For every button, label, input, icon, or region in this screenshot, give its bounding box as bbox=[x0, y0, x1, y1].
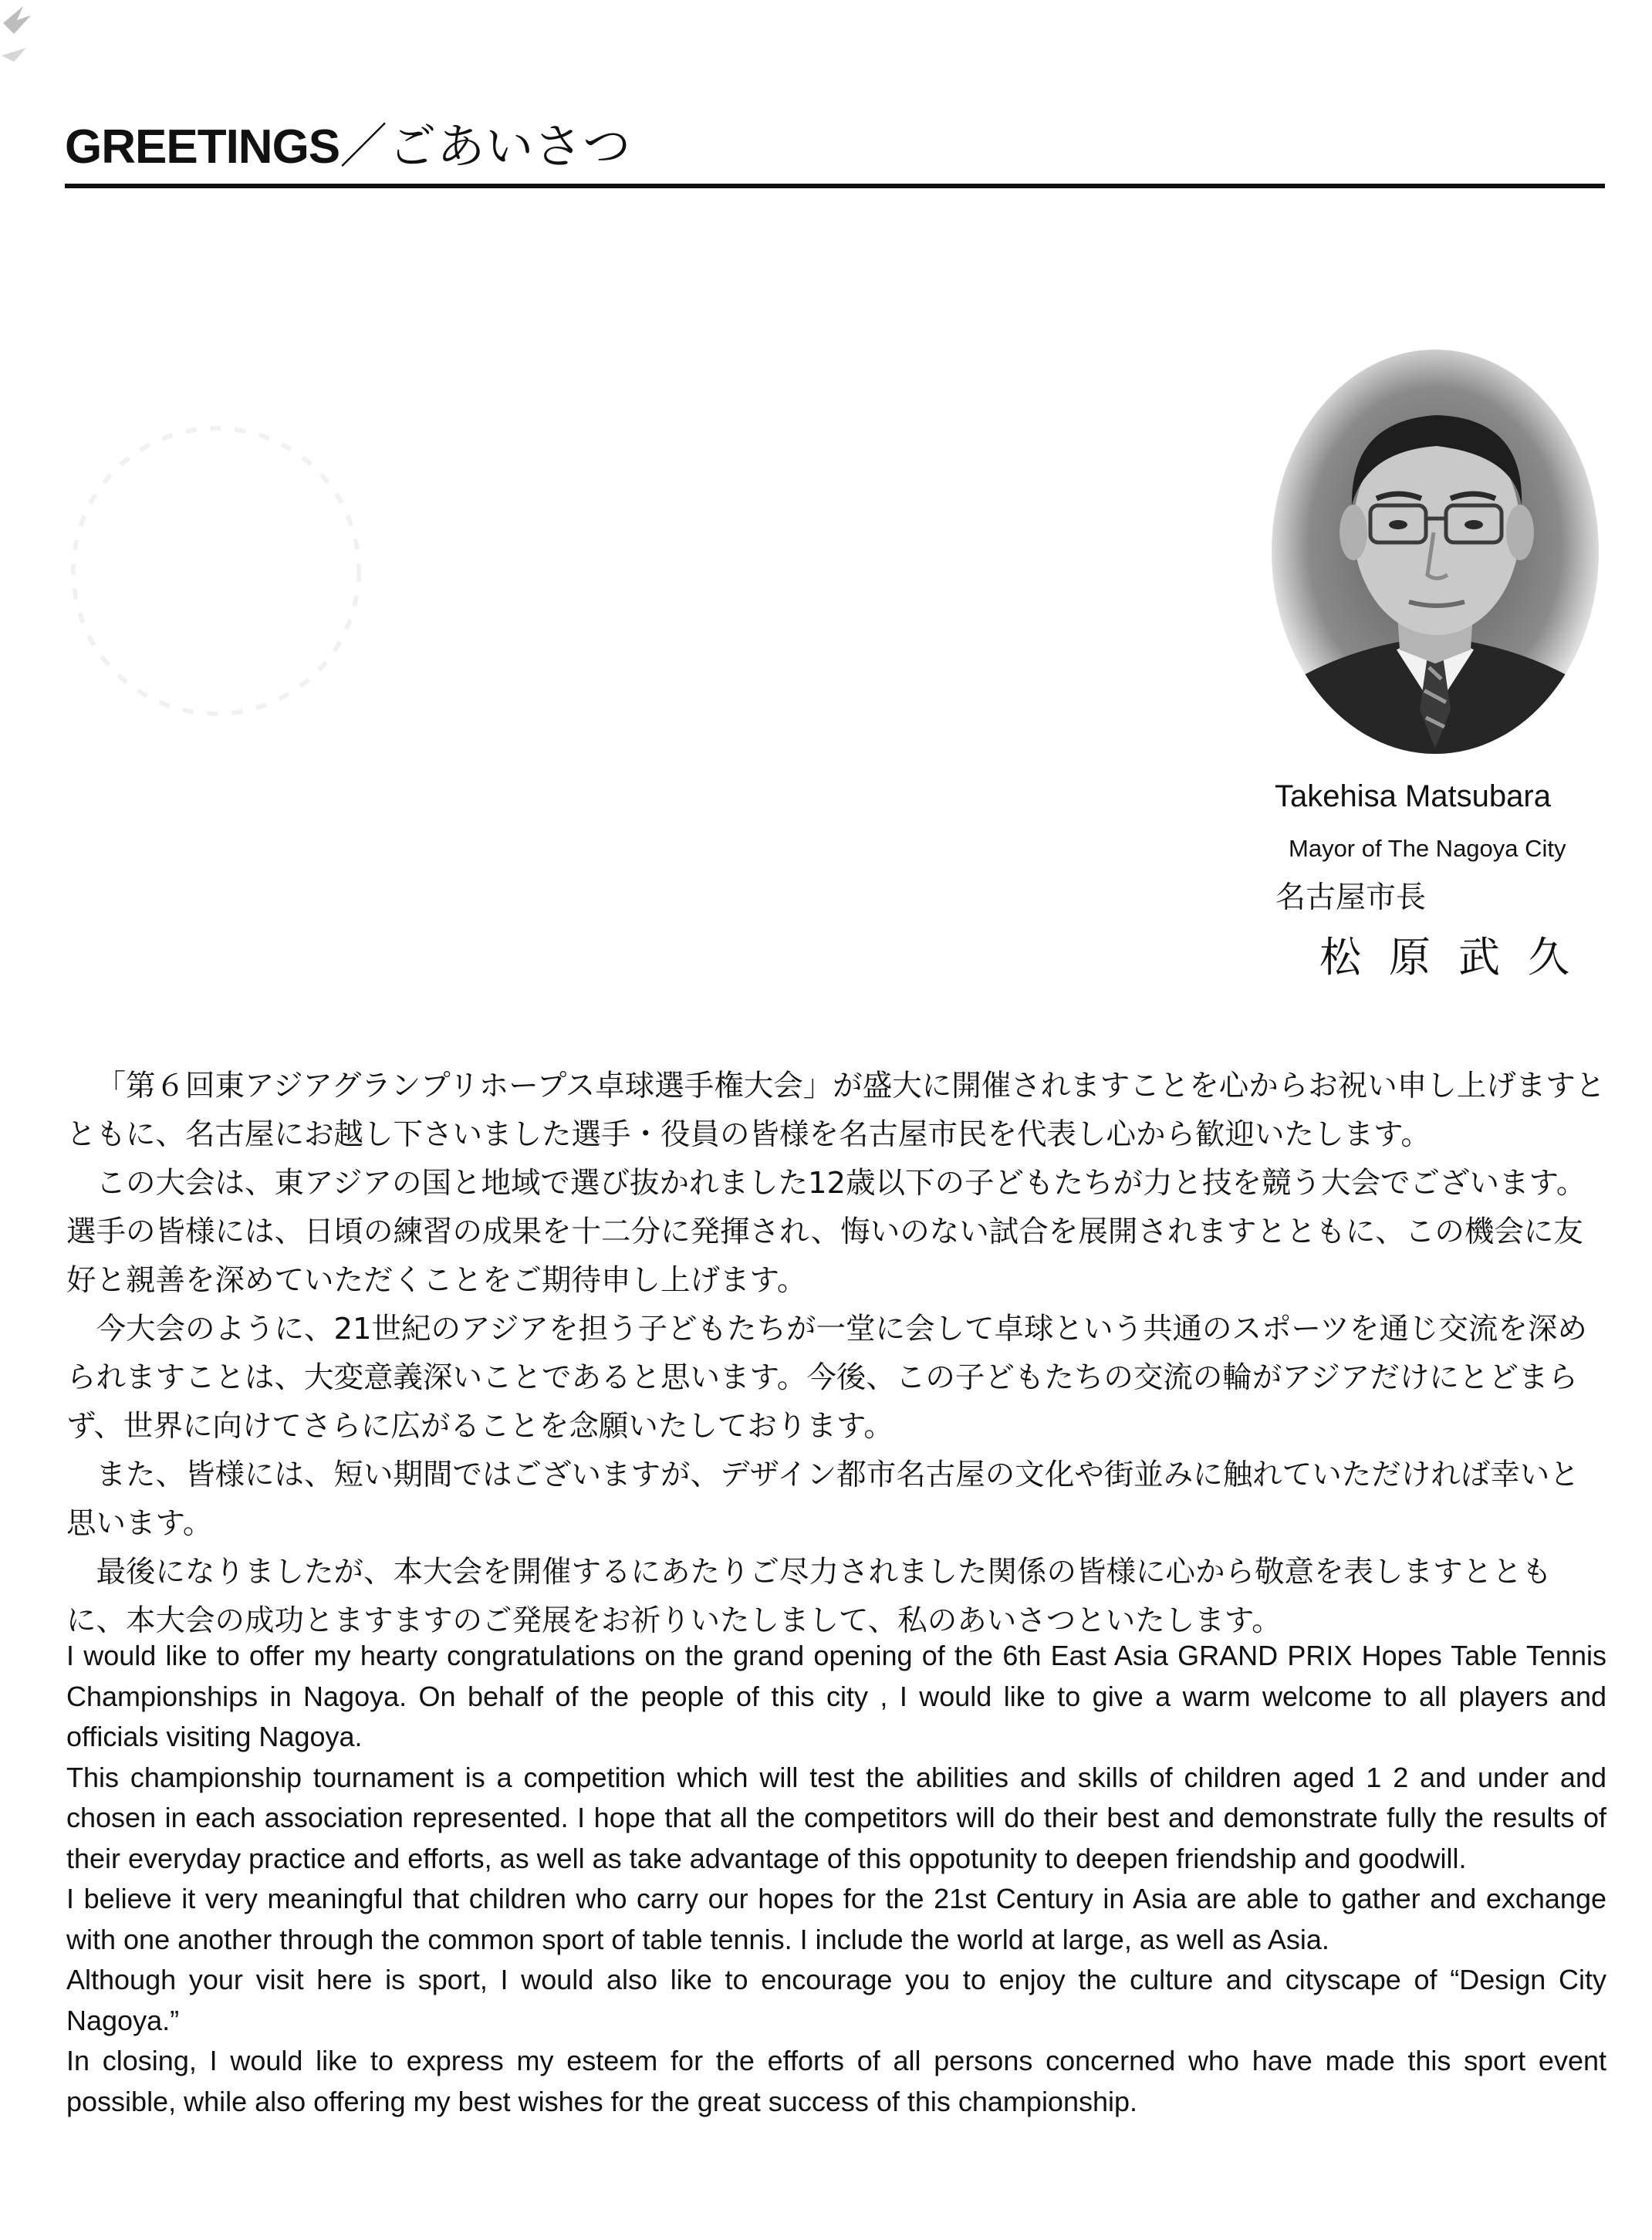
en-paragraph: I believe it very meaningful that children who carry our hopes for the 21st Century in Asia are able to gather and exchange with one another through the common sport of table tennis. I include the world at large, as well as Asia. bbox=[66, 1883, 1606, 1955]
jp-paragraph: また、皆様には、短い期間ではございますが、デザイン都市名古屋の文化や街並みに触れていただければ幸いと思います。 bbox=[66, 1458, 1579, 1541]
jp-paragraph: 「第６回東アジアグランプリホープス卓球選手権大会」が盛大に開催されますことを心からお祝い申し上げますとともに、名古屋にお越し下さいました選手・役員の皆様を名古屋市民を代表し心から歓迎いたします。 bbox=[66, 1069, 1606, 1152]
en-paragraph: In closing, I would like to express my esteem for the efforts of all persons concerned who have made this sport event possible, while also offering my best wishes for the great success of this championship. bbox=[66, 2045, 1606, 2117]
greeting-body-jp bbox=[66, 1062, 1608, 1645]
greeting-body-en bbox=[66, 1636, 1606, 2122]
scan-corner-mark-icon bbox=[0, 0, 54, 69]
title-underline bbox=[65, 184, 1605, 188]
page-title bbox=[65, 116, 1605, 178]
page-title-en: GREETINGS bbox=[65, 120, 340, 174]
signature-role-jp: 名古屋市長 bbox=[1275, 880, 1427, 915]
signature-name-jp: 松原武久 bbox=[1319, 933, 1597, 981]
jp-paragraph: 最後になりましたが、本大会を開催するにあたりご尽力されました関係の皆様に心から敬意を表しますとともに、本大会の成功とますますのご発展をお祈りいたしまして、私のあいさつといたします。 bbox=[66, 1555, 1552, 1638]
page-title-separator: ／ bbox=[340, 118, 389, 174]
signature-role-en: Mayor of The Nagoya City bbox=[1289, 835, 1566, 862]
en-paragraph: This championship tournament is a competition which will test the abilities and skills of children aged 1 2 and under and chosen in each association represented. I hope that all the competitors will do their best and demonstrate fully the results of their everyday practice and efforts, as well as take advantage of this oppotunity to deepen friendship and goodwill. bbox=[66, 1761, 1606, 1874]
mayor-portrait-icon bbox=[1265, 347, 1605, 756]
jp-paragraph: この大会は、東アジアの国と地域で選び抜かれました12歳以下の子どもたちが力と技を競う大会でございます。選手の皆様には、日頃の練習の成果を十二分に発揮され、悔いのない試合を展開されますとともに、この機会に友好と親善を深めていただくことをご期待申し上げます。 bbox=[66, 1166, 1586, 1298]
page-title-jp: ごあいさつ bbox=[388, 118, 632, 174]
jp-paragraph: 今大会のように、21世紀のアジアを担う子どもたちが一堂に会して卓球という共通のスポーツを通じ交流を深められますことは、大変意義深いことであると思います。今後、この子どもたちの交流の輪がアジアだけにとどまらず、世界に向けてさらに広がることを念願いたしております。 bbox=[66, 1312, 1587, 1444]
en-paragraph: Although your visit here is sport, I would also like to encourage you to enjoy the culture and cityscape of “Design City Nagoya.” bbox=[66, 1964, 1606, 2036]
faint-watermark-circle bbox=[62, 417, 370, 725]
signature-name-en: Takehisa Matsubara bbox=[1275, 779, 1551, 813]
en-paragraph: I would like to offer my hearty congratulations on the grand opening of the 6th East Asia GRAND PRIX Hopes Table Tennis Championships in Nagoya. On behalf of the people of this city , I would like to give a warm welcome to all players and officials visiting Nagoya. bbox=[66, 1640, 1606, 1752]
page-header bbox=[65, 116, 1605, 178]
